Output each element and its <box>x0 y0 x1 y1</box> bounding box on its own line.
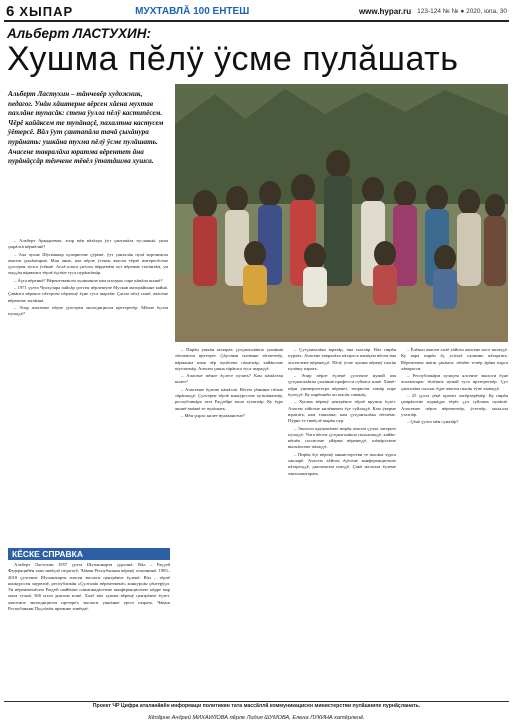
group-photo <box>175 84 508 342</box>
article-column-4 <box>401 347 508 697</box>
article-paragraph: – 25 çулта çĕнĕ проект хатĕрлерĕмĕр. Ку пирĕн çамрăксене пурнăçра тĕрĕс çул суйлама пулăшĕ. Ачасемпе пĕрле вĕренетпĕр, ÿсетпĕр, малалла утатпăр. <box>401 393 508 417</box>
article-column-1 <box>8 238 168 548</box>
article-paragraph: – Ачасене мĕнле ĕçлесе пулать? Кам кăмăлтан килет? <box>175 373 283 385</box>
article-headline: Хушма пĕлÿ ÿсме пулăшать <box>7 40 459 78</box>
sidebar-title: КĔСКЕ СПРАВКА <box>8 548 170 560</box>
masthead-bar <box>6 3 507 19</box>
sidebar-text: Альберт Ластухин 1957 çулта Шупашкарта çуралнă. Вăл – Раççей Федерацийĕн тава тивĕçлĕ педагогĕ, Чăваш Республикин вĕренÿ отличникĕ. 1983–2018 çулсенче Шупашкарти ачасен экологи центрĕнче ĕçленĕ. Вăл – тĕрлĕ конкурссен лауреачĕ, республикăн «Çулталăк вĕрентекенĕ» конкурсăн çĕнтерÿçи. Ун вĕренекенĕсем Раççей шайĕнчи олимпиадăсемпе конференцисенче пĕрре мар мала тухнă, 300 ытла диплом илнĕ. Халĕ вăл хушма вĕренÿ центрĕнче ĕçлет, ачасемпе экспедицисем ирттерет, экологи ушкăнне ертсе пырать. Чăваш Республикин Пуçлăхĕн премине тивĕçнĕ. <box>8 562 170 612</box>
project-line: Проект ЧР Цифра аталанăвĕн информаци политикин тата массăллă коммуникацисен министерстви пулăшнипе пурнăçланать. <box>92 703 421 709</box>
article-author: Альберт ЛАСТУХИН: <box>7 26 151 41</box>
article-column-3 <box>288 347 396 697</box>
article-lead: Альберт Ластухин – тăнчевĕр художник, педагог. Унăн хăштерне вĕрсен хăена мухтав пахлăне тупасăк: стена ÿулла пĕлÿ кастипĕсем. Чĕрĕ кайăксем те тупăнаçĕ, пахалтна кастусем ÿĕтерсĕ. Вăл ÿут çантапăла тачă çыхăнура пурăнать: ушкăна тухма пĕлÿ ÿсме пулăшать. Ачасене тавралăха юратма вĕрентет ăна пурăнăçсăр тĕнчене тĕвĕл ÿтатăшма хушса. <box>8 90 164 166</box>
header-rule <box>4 20 509 22</box>
article-paragraph: – Çĕнĕ çулта мĕн сунатăр? <box>407 419 459 425</box>
article-paragraph: – Ăçта вĕреннĕ? Вĕрентекенсен хушшинче кам ытларах сире кăмăла килнĕ? <box>14 277 163 283</box>
article-paragraph: – Пирĕн ĕçе вĕренÿ министерстви те пысăка хурса хакларĕ. Ачасем хăйсен ĕçĕсене конференцисенче кăтартаççĕ, дипломсем илеççĕ. Çакă малалла ĕçлеме хавхалантарать. <box>288 451 396 476</box>
article-column-2 <box>175 347 283 697</box>
article-paragraph: – Ача чухне Шупашкар хуларисене çÿренĕ, ÿут çанталăк пулă воронежли ачасем çыхăнтарнă. Ман анне, апа пĕрле ÿсекен ачасен тĕрлĕ интересĕсене çулсерен тупса ÿсĕннĕ. Аслă класа çитсен пĕрремĕш хут вĕренме тытăнтăм, ун хыççăн вăрманта тĕрлĕ ĕçсене туса пурăнтăмăр. <box>8 251 168 276</box>
article-paragraph: – Эпир пĕрле ĕçленĕ çулсенче нумай ача çутçанталăкпа çыхăннă професси суйласа илнĕ. Хăшĕ-пĕри университетра вĕренет, теприсем хамăр енре ĕçлеççĕ. Ку пирĕншĕн чи пысăк савăнăç. <box>288 373 396 398</box>
website-link[interactable]: www.hypar.ru <box>358 6 412 16</box>
article-paragraph: – Альберт Аркадьевич, эсир мĕн вăхăтра ÿут çантапăла туслашнă, унпа çырăлсă кĕрмĕлнĕ? <box>8 238 168 250</box>
article-paragraph: – Хушма вĕренÿ центрĕнче тĕрлĕ кружок ĕçлет. Ачасем хăйсене килĕшекен ĕçе суйлаççĕ. Кам ÿкерме юратать, кам ташлама, кам çутçанталăка тĕпчеме. Пурне те тивĕçлĕ вырăн пур. <box>288 399 396 424</box>
footer-rule <box>4 701 509 702</box>
credits-line: Кĕпăрне Андрей МИХАЙЛОВА пĕрле Лидия ШУМОВА, Елена ЛУКИНА хатĕрленĕ. <box>148 715 365 721</box>
article-paragraph: – Ачасемпе ĕçлеме кăмăллă. Вĕсем çĕннине пĕлме тăрăшаççĕ. Çулсерен тĕрлĕ конкурссене хутшăнатпăр, республикăра тата Раççейре мала тухатпăр. Ку ĕçре ашшĕ-амăшĕ те пулăшать. <box>175 386 283 411</box>
article-paragraph: – Пирĕн ушкăн ытларах çутçанталăкпа çыхăннă тĕпчевсем ирттерет. Çĕр-шыв тытăмне тĕпчетпĕр, вăрманпа шыв чĕр чунĕсене пăхатпăр, кайăксене шутлатпăр. Ачасем çакна тăрăшса туса пыраççĕ. <box>175 347 283 371</box>
article-paragraph: – 1971 çулта Чулхулара пайсăр çитсен пĕрлешÿпе Мускав маторайонне кайнă. Çавăнта вĕренсе пĕтерсен пĕрлешÿ ĕçне туса пыртăм. Çапла пĕлÿ илнĕ, ачасене вĕрентме тытăннă. <box>8 285 168 303</box>
article-paragraph: – Республикăри хулаçем ялсенче экологи ĕçне аталантарас тĕлĕшпе нумай туса ирттеретпĕр. Çут çанталăка сыхлас ĕçре ачасем пысăк тÿпе хываççĕ. <box>401 373 508 391</box>
newspaper-logo: ХЫПАР <box>19 3 74 19</box>
article-paragraph: – Мĕн çырас килет вулакансене? <box>181 412 245 418</box>
article-paragraph: – Экологи кружокĕнче пирĕн ачасем çулла лагерьте пулаççĕ. Унта вĕсем çутçанталăкпа паллашаççĕ, кайăк-кĕшĕк сассисене уйăрма вĕренеççĕ, шăпăрсемпе выльăхсене пăхаççĕ. <box>288 425 396 450</box>
article-paragraph: – Эсир ачасемпе пĕрле çулсерен экспедицисем ирттеретĕр. Мĕнле ĕçсем пулаççĕ? <box>8 304 168 317</box>
page-number: 6 <box>6 2 15 20</box>
issue-line: 123-124 № № ● 2020, юпа, 30 <box>417 7 507 15</box>
column-flag: МУХТАВЛĂ 100 ЕНТЕШ <box>135 5 250 17</box>
sidebar-body <box>8 562 170 698</box>
article-paragraph: – Çутçанталăка юратăр, ăна сыхлăр. Вăл пирĕн пурлăх. Ачасене тавралăха кăтартса панăçем вĕсем ăна хисеплеме вĕренеççĕ. Пĕлÿ ÿсме хушма вĕренÿ пысăк пулăшу парать. <box>288 347 396 371</box>
article-paragraph: – Ĕлĕкхи ачасем халĕ хăйсен ачисене илсе килеççĕ. Ку вара пирĕн ĕç усăллă пулнине кăтартать. Вĕрентекен шăпи çакăнта: пĕлĕве тепĕр ăрăва парса хăварасси. <box>401 347 508 371</box>
group-photo-illustration <box>175 84 508 342</box>
